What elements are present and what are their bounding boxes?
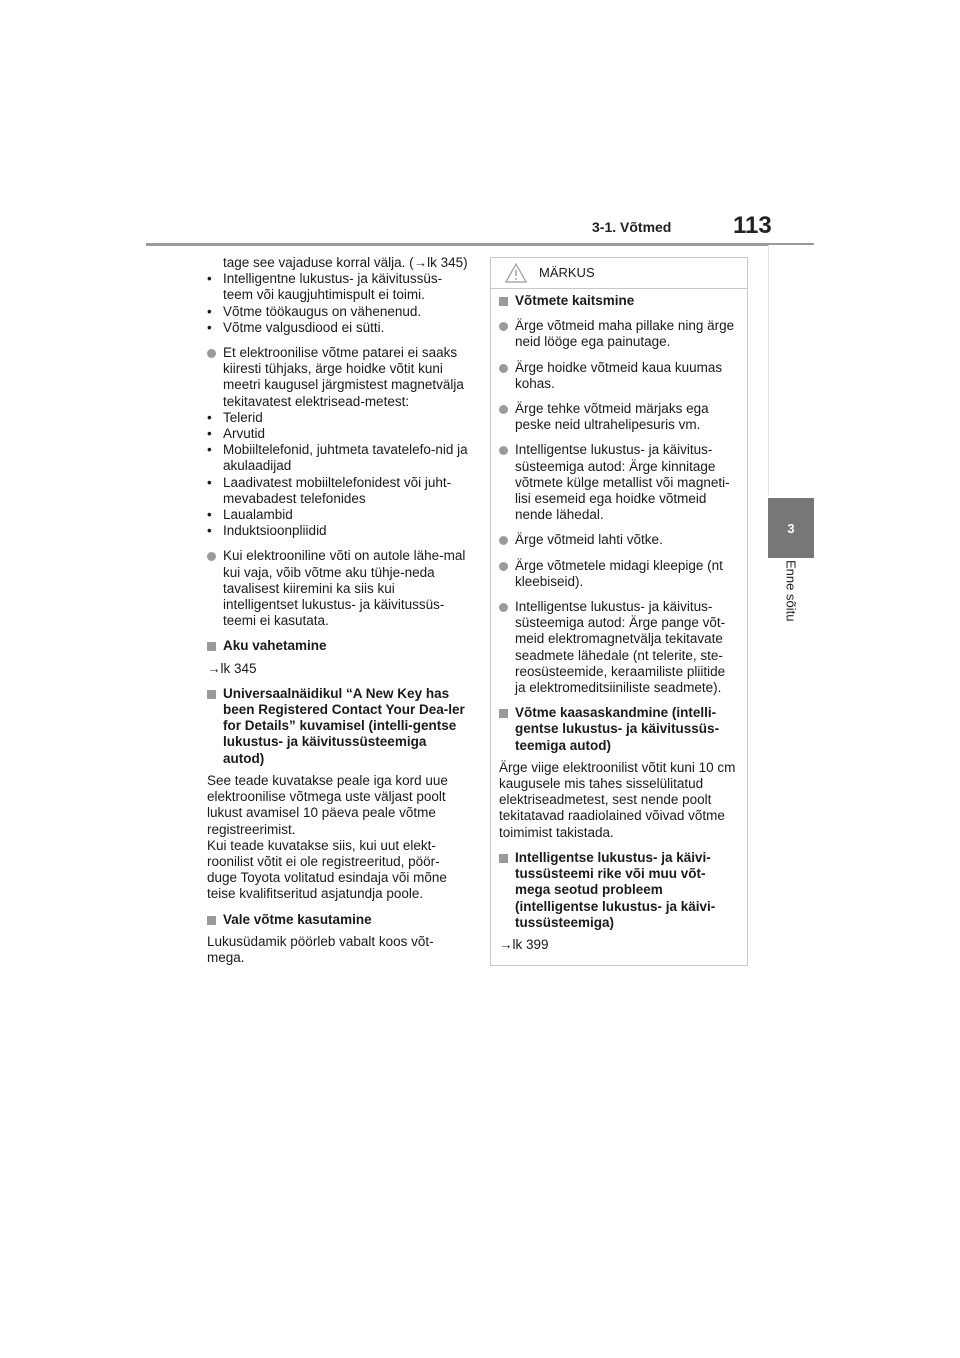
square-bullet-icon	[499, 854, 508, 863]
carry-text: Ärge viige elektroonilist võtit kuni 10 cm kaugusele mis tahes sisselülitatud elektriseadmetest, sest nende poolt tekitatavad raadiolained võivad võtme toimimist takistada.	[499, 759, 736, 840]
page-number: 113	[733, 212, 772, 239]
circle-bullet-icon	[499, 446, 508, 455]
left-column	[207, 255, 469, 966]
protect-item: Intelligentse lukustus- ja käivitus-süsteemiga autod: Ärge kinnitage võtmete külge metallist või magneti-lisi esemeid ega hoidke võtmeid nende lähedal.	[499, 442, 739, 523]
square-bullet-icon	[499, 297, 508, 306]
circle-bullet-icon	[499, 536, 508, 545]
protect-item: Ärge hoidke võtmeid kaua kuumas kohas.	[499, 360, 739, 392]
list-item: • Laadivatest mobiiltelefonidest või juht-mevabadest telefonides	[207, 474, 452, 506]
circle-bullet-icon	[499, 322, 508, 331]
square-bullet-icon	[499, 709, 508, 718]
protect-item: Ärge tehke võtmeid märjaks ega peske neid ultrahelipesuris vm.	[499, 401, 739, 433]
universal-display-heading: Universaalnäidikul “A New Key has been Registered Contact Your Dea-ler for Details” kuvamisel (intelli-gentse lukustus- ja käivitussüsteemiga autod)	[207, 686, 469, 767]
list-item: • Intelligentne lukustus- ja käivitussüs-teem või kaugjuhtimispult ei toimi.	[207, 271, 443, 303]
list-item: • Laualambid	[207, 507, 293, 523]
circle-bullet-icon	[207, 349, 216, 358]
circle-bullet-icon	[207, 552, 216, 561]
note-box	[490, 257, 748, 966]
key-near-car-item: Kui elektrooniline võti on autole lähe-mal kui vaja, võib võtme aku tühje-neda tavalisest kiiremini ka siis kui intelligentset lukustus- ja käivitussüs-teemi ei kasutata.	[207, 548, 469, 629]
note-column	[490, 257, 750, 966]
circle-bullet-icon	[499, 364, 508, 373]
list-item: • Telerid	[207, 409, 263, 425]
protect-item: Ärge võtmeid lahti võtke.	[499, 532, 739, 548]
chapter-number-tab: 3	[768, 498, 814, 558]
list-item: • Arvutid	[207, 426, 266, 442]
warning-triangle-icon	[505, 263, 527, 283]
note-title: MÄRKUS	[539, 264, 595, 280]
note-header	[491, 258, 747, 289]
protect-item: Ärge võtmetele midagi kleepige (nt kleebiseid).	[499, 558, 739, 590]
chapter-label: Enne sõitu	[783, 560, 799, 622]
list-item: • Mobiiltelefonid, juhtmeta tavatelefo-nid ja akulaadijad	[207, 442, 468, 474]
protect-heading: Võtmete kaitsmine	[499, 293, 739, 309]
wrong-key-heading: Vale võtme kasutamine	[207, 912, 469, 928]
carry-heading: Võtme kaasaskandmine (intelli-gentse lukustus- ja käivitussüs-teemiga autod)	[499, 705, 739, 754]
square-bullet-icon	[207, 642, 216, 651]
circle-bullet-icon	[499, 405, 508, 414]
universal-display-text-2: Kui teade kuvatakse siis, kui uut elekt-roonilist võtit ei ole registreeritud, pöör-duge Toyota volitatud esindaja või mõne teise kvalifitseritud asjatundja poole.	[207, 837, 447, 902]
list-item: • Võtme valgusdiood ei sütti.	[207, 319, 385, 335]
universal-display-text: See teade kuvatakse peale iga kord uue elektroonilise võtmega uste väljast poolt lukust avamisel 10 päeva peale võtme registreerimist.	[207, 772, 448, 837]
section-title: 3-1. Võtmed	[592, 219, 672, 235]
square-bullet-icon	[207, 690, 216, 699]
square-bullet-icon	[207, 916, 216, 925]
failure-ref: →lk 399	[499, 936, 549, 952]
side-tab-strip	[768, 245, 815, 495]
header-divider	[146, 243, 814, 246]
battery-replace-ref: →lk 345	[207, 660, 257, 676]
battery-drain-item: Et elektroonilise võtme patarei ei saaks kiiresti tühjaks, ärge hoidke võtit kuni meetri kaugusel järgmistest magnetvälja tekitavatest elektrisead-metest:	[207, 345, 469, 410]
list-item: • Võtme töökaugus on vähenenud.	[207, 303, 422, 319]
protect-item: Intelligentse lukustus- ja käivitus-süsteemiga autod: Ärge pange võt-meid elektromagnetvälja tekitavate seadmete lähedale (nt telerite, ste-reosüsteemide, keraamiliste pliitide ja elektromeditsiiniliste seadmete).	[499, 599, 739, 696]
circle-bullet-icon	[499, 562, 508, 571]
continued-intro: tage see vajaduse korral välja. (→lk 345)	[223, 255, 468, 270]
battery-replace-heading: Aku vahetamine	[207, 638, 469, 654]
wrong-key-text: Lukusüdamik pöörleb vabalt koos võt-mega.	[207, 933, 434, 965]
protect-item: Ärge võtmeid maha pillake ning ärge neid lööge ega painutage.	[499, 318, 739, 350]
failure-heading: Intelligentse lukustus- ja käivi-tussüsteemi rike või muu võt-mega seotud probleem (intelligentse lukustus- ja käivi-tussüsteemiga)	[499, 850, 739, 931]
circle-bullet-icon	[499, 603, 508, 612]
list-item: • Induktsioonpliidid	[207, 523, 327, 539]
